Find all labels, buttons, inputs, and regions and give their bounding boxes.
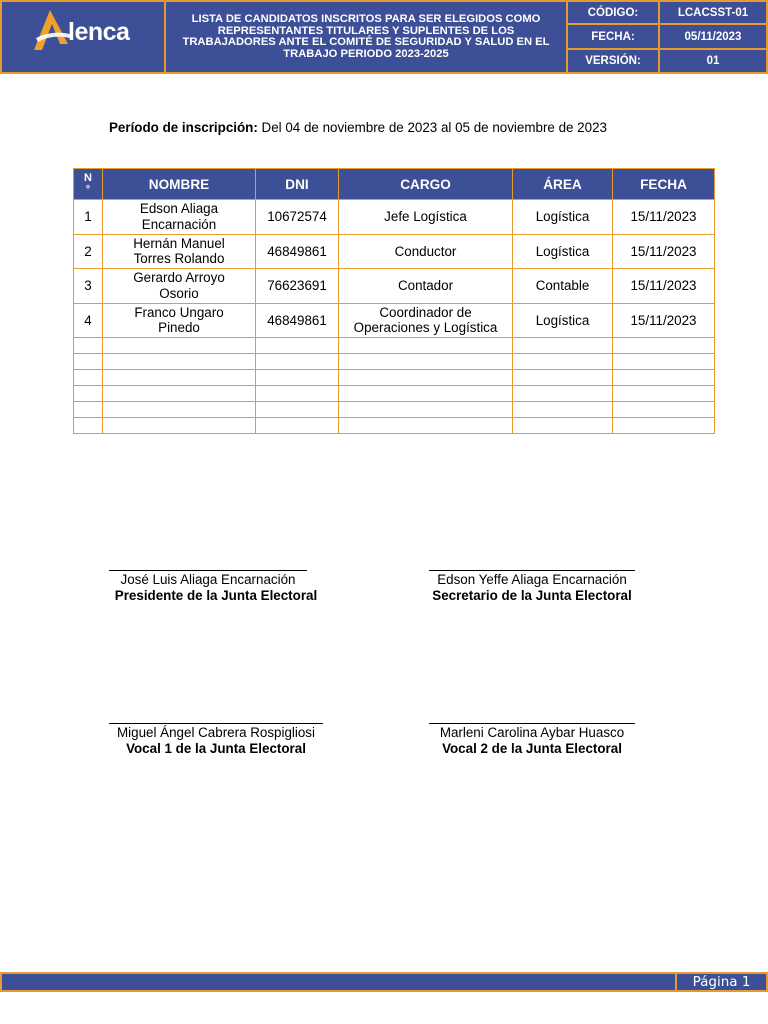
cell-nombre <box>103 200 256 235</box>
empty-cell <box>513 418 613 434</box>
document-title-box <box>164 0 568 74</box>
table-row <box>74 303 715 338</box>
cell-num: 3 <box>74 269 103 304</box>
signer-name: Edson Yeffe Aliaga Encarnación <box>437 572 627 587</box>
signer-name: Marleni Carolina Aybar Huasco <box>439 725 625 740</box>
cell-dni: 46849861 <box>256 234 339 269</box>
cell-cargo-line: Coordinador de <box>379 304 472 320</box>
cell-fecha: 15/11/2023 <box>613 303 715 338</box>
cell-fecha: 15/11/2023 <box>613 269 715 304</box>
empty-cell <box>74 338 103 354</box>
signature-vocal-2 <box>429 723 635 757</box>
empty-cell <box>339 402 513 418</box>
empty-cell <box>103 354 256 370</box>
header-nombre: NOMBRE <box>103 169 256 200</box>
logo-box <box>0 0 166 74</box>
cell-area: Logística <box>513 234 613 269</box>
empty-cell <box>74 370 103 386</box>
cell-cargo-line: Operaciones y Logística <box>353 320 498 336</box>
header-num-top: N <box>84 172 92 184</box>
table-row-empty <box>74 386 715 402</box>
table-row-empty <box>74 402 715 418</box>
page-footer <box>0 972 768 992</box>
meta-code-value: LCACSST-01 <box>658 0 768 25</box>
signature-line <box>109 723 323 724</box>
meta-version-label: VERSIÓN: <box>566 48 660 74</box>
cell-nombre-line: Franco Ungaro <box>134 304 224 320</box>
cell-area: Logística <box>513 200 613 235</box>
empty-cell <box>613 386 715 402</box>
table-row <box>74 200 715 235</box>
empty-cell <box>74 354 103 370</box>
cell-dni: 46849861 <box>256 303 339 338</box>
empty-cell <box>339 338 513 354</box>
signer-name: Miguel Ángel Cabrera Rospigliosi <box>117 725 315 740</box>
signer-role: Secretario de la Junta Electoral <box>432 588 632 603</box>
empty-cell <box>74 386 103 402</box>
registration-period <box>109 120 607 135</box>
cell-cargo-line: Conductor <box>394 243 457 259</box>
candidates-table <box>73 168 715 434</box>
cell-nombre <box>103 303 256 338</box>
empty-cell <box>613 418 715 434</box>
empty-cell <box>613 370 715 386</box>
cell-cargo <box>339 234 513 269</box>
empty-cell <box>256 386 339 402</box>
signature-line <box>429 723 635 724</box>
cell-fecha: 15/11/2023 <box>613 200 715 235</box>
table-row-empty <box>74 370 715 386</box>
cell-num: 4 <box>74 303 103 338</box>
cell-area: Contable <box>513 269 613 304</box>
empty-cell <box>74 402 103 418</box>
empty-cell <box>339 418 513 434</box>
header-dni: DNI <box>256 169 339 200</box>
signer-role: Vocal 2 de la Junta Electoral <box>442 741 622 756</box>
cell-nombre-line: Pinedo <box>158 320 200 336</box>
empty-cell <box>339 354 513 370</box>
cell-nombre <box>103 269 256 304</box>
empty-cell <box>256 370 339 386</box>
table-row-empty <box>74 354 715 370</box>
empty-cell <box>74 418 103 434</box>
table-row <box>74 234 715 269</box>
period-value: Del 04 de noviembre de 2023 al 05 de noviembre de 2023 <box>261 120 607 135</box>
meta-date-value: 05/11/2023 <box>658 23 768 50</box>
empty-cell <box>256 418 339 434</box>
cell-nombre-line: Edson Aliaga <box>139 201 219 217</box>
cell-cargo <box>339 269 513 304</box>
cell-cargo <box>339 303 513 338</box>
cell-fecha: 15/11/2023 <box>613 234 715 269</box>
signer-role: Vocal 1 de la Junta Electoral <box>126 741 306 756</box>
cell-nombre-line: Hernán Manuel <box>133 235 225 251</box>
empty-cell <box>256 354 339 370</box>
meta-date-label: FECHA: <box>566 23 660 50</box>
cell-nombre-line: Osorio <box>159 285 199 301</box>
header-num <box>74 169 103 200</box>
cell-area: Logística <box>513 303 613 338</box>
empty-cell <box>613 354 715 370</box>
empty-cell <box>103 402 256 418</box>
cell-nombre-line: Encarnación <box>141 216 217 232</box>
empty-cell <box>513 386 613 402</box>
document-header <box>0 0 768 74</box>
signer-name: José Luis Aliaga Encarnación <box>120 572 296 587</box>
empty-cell <box>339 370 513 386</box>
table-header-row <box>74 169 715 200</box>
cell-dni: 10672574 <box>256 200 339 235</box>
meta-version-value: 01 <box>658 48 768 74</box>
header-fecha: FECHA <box>613 169 715 200</box>
cell-nombre-line: Gerardo Arroyo <box>133 270 225 286</box>
empty-cell <box>103 338 256 354</box>
header-num-bottom: ° <box>85 184 91 196</box>
signature-vocal-1 <box>109 723 323 757</box>
cell-nombre <box>103 234 256 269</box>
signature-line <box>429 570 635 571</box>
signer-role: Presidente de la Junta Electoral <box>114 588 318 603</box>
cell-nombre-line: Torres Rolando <box>133 251 225 267</box>
empty-cell <box>613 402 715 418</box>
empty-cell <box>339 386 513 402</box>
cell-cargo-line: Jefe Logística <box>384 209 467 224</box>
header-area: ÁREA <box>513 169 613 200</box>
empty-cell <box>103 370 256 386</box>
empty-cell <box>256 402 339 418</box>
header-cargo: CARGO <box>339 169 513 200</box>
signature-president <box>109 570 318 604</box>
cell-num: 1 <box>74 200 103 235</box>
table-row-empty <box>74 338 715 354</box>
logo-text: lenca <box>68 18 130 46</box>
empty-cell <box>513 354 613 370</box>
signature-line <box>109 570 307 571</box>
table-row-empty <box>74 418 715 434</box>
cell-dni: 76623691 <box>256 269 339 304</box>
period-label: Período de inscripción: <box>109 120 258 135</box>
cell-cargo <box>339 200 513 235</box>
cell-cargo-line: Contador <box>397 278 454 293</box>
document-title: LISTA DE CANDIDATOS INSCRITOS PARA SER ELEGIDOS COMO REPRESENTANTES TITULARES Y SUPLENTES DE LOS TRABAJADORES ANTE EL COMITÉ DE SEGURIDAD Y SALUD EN EL TRABAJO PERIODO 2023-2025 <box>182 13 550 60</box>
empty-cell <box>513 338 613 354</box>
empty-cell <box>256 338 339 354</box>
page-number: Página 1 <box>675 972 766 992</box>
empty-cell <box>103 418 256 434</box>
empty-cell <box>513 402 613 418</box>
table-row <box>74 269 715 304</box>
empty-cell <box>513 370 613 386</box>
signature-secretary <box>429 570 635 604</box>
empty-cell <box>103 386 256 402</box>
cell-num: 2 <box>74 234 103 269</box>
empty-cell <box>613 338 715 354</box>
meta-code-label: CÓDIGO: <box>566 0 660 25</box>
